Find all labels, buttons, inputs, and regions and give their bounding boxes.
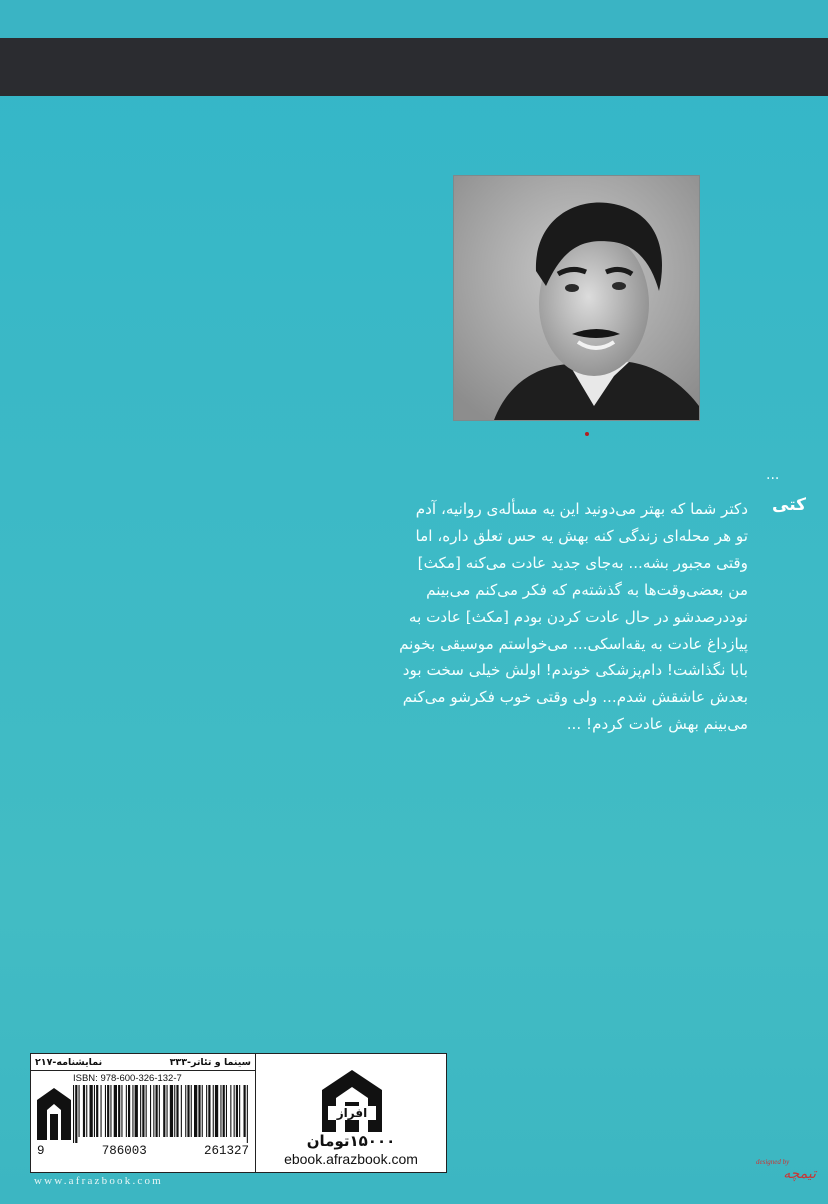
designer-by: designed by — [756, 1158, 790, 1166]
barcode-bar — [247, 1085, 248, 1143]
author-photo — [453, 175, 700, 421]
barcode-bar — [185, 1085, 186, 1137]
red-dot — [585, 432, 589, 436]
barcode-bar — [132, 1085, 133, 1137]
monologue-line: می‌بینم بهش عادت کردم! ... — [566, 715, 748, 734]
monologue-line: پیازداغ عادت به یقه‌اسکی... می‌خواستم موسیقی بخونم — [399, 634, 748, 653]
barcode-bar — [239, 1085, 240, 1137]
monologue-line: تو هر محله‌ای زندگی کنه بهش یه حس تعلق داره، اما — [415, 526, 748, 545]
black-header-bar — [0, 38, 828, 96]
monologue-line: بعدش عاشقش شدم... ولی وقتی خوب فکرشو می‌کنم — [402, 688, 748, 707]
barcode-bar — [150, 1085, 151, 1137]
monologue-text — [300, 496, 748, 738]
barcode-bar — [202, 1085, 203, 1137]
publisher-logo-text: افراز — [336, 1106, 368, 1120]
footer-website: www.afrazbook.com — [34, 1175, 163, 1187]
barcode-bar — [167, 1085, 168, 1137]
monologue-line: نوددرصدشو در حال عادت کردن بودم [مکث] عادت به — [408, 607, 748, 626]
character-name: کتی — [772, 495, 807, 515]
barcode-bar — [220, 1085, 221, 1137]
monologue-line: من بعضی‌وقت‌ها به گذشته‌م که فکر می‌کنم می‌بینم — [426, 580, 748, 599]
series-info — [31, 1054, 255, 1071]
barcode-bar — [118, 1085, 120, 1137]
barcode-bar — [146, 1085, 147, 1137]
ebook-url: ebook.afrazbook.com — [284, 1151, 418, 1167]
monologue-line: دکتر شما که بهتر می‌دونید این یه مسأله‌ی روانیه، آدم — [415, 500, 748, 518]
barcode-bar — [79, 1085, 80, 1137]
barcode-bar — [86, 1085, 87, 1137]
barcode-bar — [107, 1085, 109, 1137]
barcode-bar — [176, 1085, 178, 1137]
barcode-bar — [191, 1085, 192, 1137]
monologue-line: وقتی مجبور بشه... به‌جای جدید عادت می‌کنه [مکث] — [417, 553, 748, 572]
barcode-bar — [90, 1085, 93, 1137]
barcode-bar — [163, 1085, 165, 1137]
barcode-bar — [105, 1085, 106, 1137]
barcode-bar — [244, 1085, 246, 1137]
barcode-digits — [37, 1144, 249, 1158]
barcode-digits-group2: 261327 — [203, 1144, 249, 1158]
barcode-bar — [96, 1085, 98, 1137]
barcode-bar — [153, 1085, 154, 1137]
barcode-digits-group1: 786003 — [101, 1144, 147, 1158]
barcode-bar — [170, 1085, 173, 1137]
barcode-bar — [114, 1085, 117, 1137]
publisher-panel — [256, 1053, 447, 1173]
barcode-bar — [83, 1085, 85, 1137]
barcode-bar — [75, 1085, 77, 1143]
barcode-bar — [208, 1085, 210, 1137]
price: ۱۵۰۰۰تومان — [306, 1132, 396, 1150]
barcode-bar — [198, 1085, 200, 1137]
barcode-bar — [121, 1085, 122, 1137]
barcode-bar — [101, 1085, 102, 1137]
barcode-bar — [236, 1085, 238, 1137]
barcode-bar — [128, 1085, 130, 1137]
isbn-text: ISBN: 978-600-326-132-7 — [73, 1073, 182, 1084]
ellipsis-mark: ... — [766, 467, 780, 483]
barcode-bar — [223, 1085, 225, 1137]
barcode-bar — [159, 1085, 160, 1137]
portrait-image — [454, 176, 699, 420]
barcode-panel — [30, 1053, 256, 1173]
barcode-bar — [156, 1085, 158, 1137]
publisher-logo-small-icon — [35, 1086, 73, 1142]
barcode-bar — [73, 1085, 74, 1143]
barcode-bar — [215, 1085, 218, 1137]
designer-credit — [756, 1158, 816, 1198]
barcode-bar — [140, 1085, 141, 1137]
barcode-bar — [230, 1085, 231, 1137]
barcode-bar — [226, 1085, 227, 1137]
monologue-line: بابا نگذاشت! دام‌پزشکی خوندم! اولش خیلی سخت بود — [402, 661, 748, 680]
top-band — [0, 0, 828, 38]
barcode-bar — [126, 1085, 127, 1137]
barcode-bar — [142, 1085, 144, 1137]
barcode-bar — [181, 1085, 182, 1137]
series-cinema-theatre: سینما و تئاتر-۳۳۳ — [169, 1056, 251, 1068]
barcode-bar — [213, 1085, 214, 1137]
barcode-bar — [135, 1085, 138, 1137]
designer-signature: تیمچه — [783, 1167, 816, 1182]
barcode-bar — [110, 1085, 111, 1137]
series-plays: نمایشنامه-۲۱۷ — [35, 1056, 103, 1068]
barcode-bar — [187, 1085, 189, 1137]
barcode-bar — [234, 1085, 235, 1137]
barcode-bar — [194, 1085, 197, 1137]
barcode-bar — [206, 1085, 207, 1137]
barcode-bar — [174, 1085, 175, 1137]
barcode-bar — [94, 1085, 95, 1137]
barcode-digit-first: 9 — [37, 1144, 45, 1158]
barcode-bars — [73, 1085, 249, 1143]
publisher-logo-icon — [318, 1068, 386, 1136]
